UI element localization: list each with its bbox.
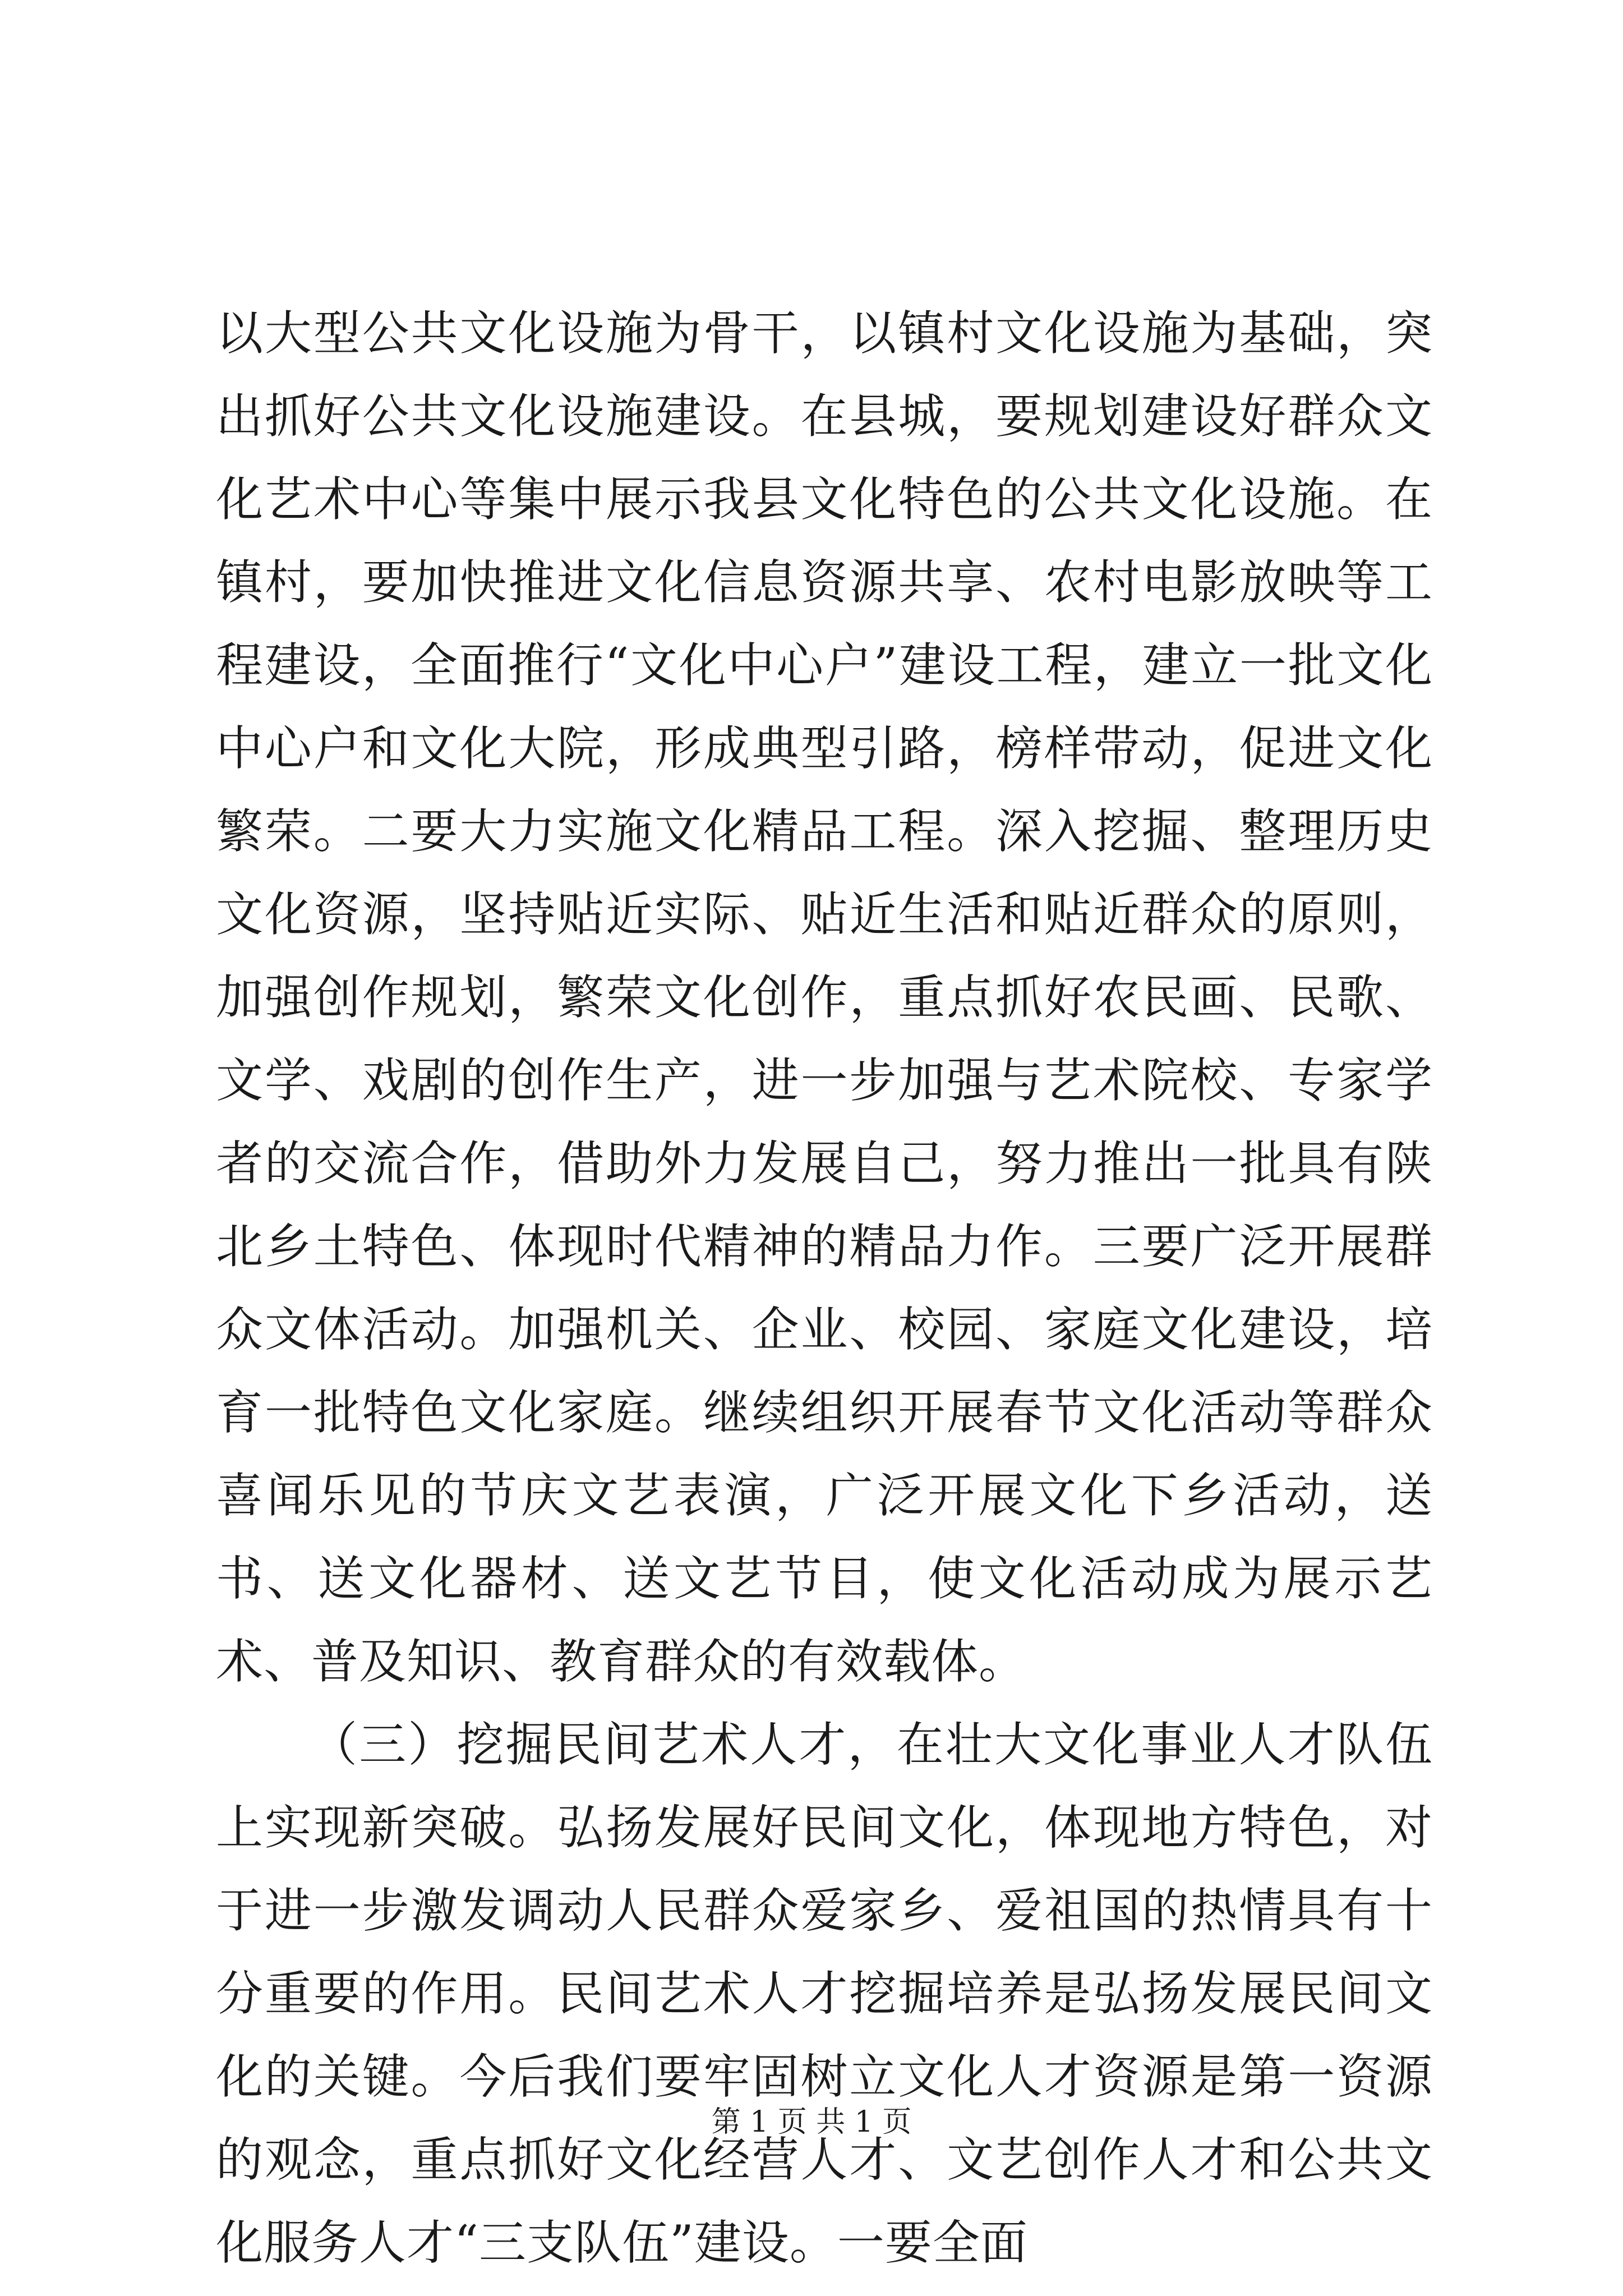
page-footer: 第 1 页 共 1 页	[711, 2105, 912, 2139]
paragraph-continued: 以大型公共文化设施为骨干，以镇村文化设施为基础，突出抓好公共文化设施建设。在县城，要规划建设好群众文化艺术中心等集中展示我县文化特色的公共文化设施。在镇村，要加快推进文化信息资源共享、农村电影放映等工程建设，全面推行“文化中心户”建设工程，建立一批文化中心户和文化大院，形成典型引路，榜样带动，促进文化繁荣。二要大力实施文化精品工程。深入挖掘、整理历史文化资源，坚持贴近实际、贴近生活和贴近群众的原则，加强创作规划，繁荣文化创作，重点抓好农民画、民歌、文学、戏剧的创作生产，进一步加强与艺术院校、专家学者的交流合作，借助外力发展自己，努力推出一批具有陕北乡土特色、体现时代精神的精品力作。三要广泛开展群众文体活动。加强机关、企业、校园、家庭文化建设，培育一批特色文化家庭。继续组织开展春节文化活动等群众喜闻乐见的节庆文艺表演，广泛开展文化下乡活动，送书、送文化器材、送文艺节目，使文化活动成为展示艺术、普及知识、教育群众的有效载体。	[216, 306, 1433, 1689]
document-body	[216, 292, 1433, 2284]
paragraph-section-three: （三）挖掘民间艺术人才，在壮大文化事业人才队伍上实现新突破。弘扬发展好民间文化，体现地方特色，对于进一步激发调动人民群众爱家乡、爱祖国的热情具有十分重要的作用。民间艺术人才挖掘培养是弘扬发展民间文化的关键。今后我们要牢固树立文化人才资源是第一资源的观念，重点抓好文化经营人才、文艺创作人才和公共文化服务人才“三支队伍”建设。一要全面	[216, 1717, 1433, 2270]
